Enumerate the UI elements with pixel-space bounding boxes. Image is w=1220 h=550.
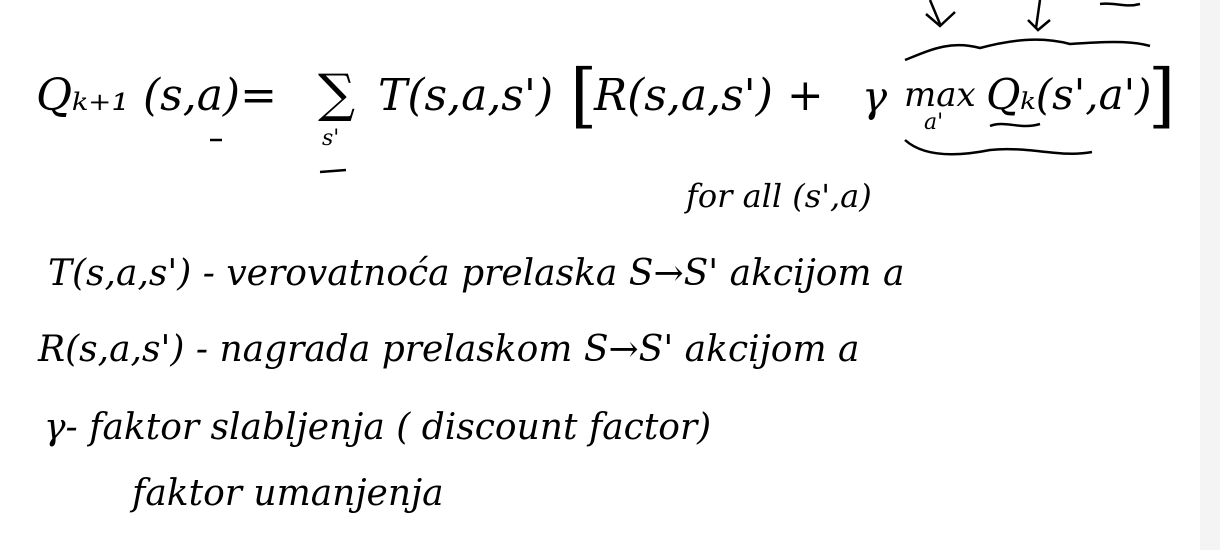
top-arrow-stroke-2 [1028,0,1050,30]
gamma-symbol: γ [862,72,888,121]
top-arrow-stroke-1 [926,0,955,26]
definition-reward: R(s,a,s') - nagrada prelaskom S→S' akcijom a [38,329,860,370]
equation-note: for all (s',a) [686,177,872,215]
brace-bottom-stroke [905,140,1092,154]
bracket-close: ] [1148,54,1176,136]
sum-symbol: ∑ [318,64,356,124]
transition-term: T(s,a,s') [378,70,554,121]
max-operator: max [904,75,976,115]
bracket-open: [ [570,54,598,136]
top-scribble-stroke [1100,4,1140,6]
definition-gamma-alt: faktor umanjenja [132,473,444,514]
sum-index: s' [322,126,340,151]
q-update-lhs: Qₖ₊₁ (s,a)= [36,70,277,121]
reward-term: R(s,a,s') + [594,70,824,121]
definition-transition: T(s,a,s') - verovatnoća prelaska S→S' akcijom a [48,253,905,294]
underline-sum-index [320,170,346,172]
brace-top-stroke [905,40,1150,60]
max-index: a' [924,110,944,135]
next-q-term: Qₖ(s',a') [986,70,1152,119]
vertical-scrollbar[interactable] [1200,0,1220,550]
definition-gamma: γ- faktor slabljenja ( discount factor) [44,407,712,448]
wavy-underline-qk [990,124,1040,126]
